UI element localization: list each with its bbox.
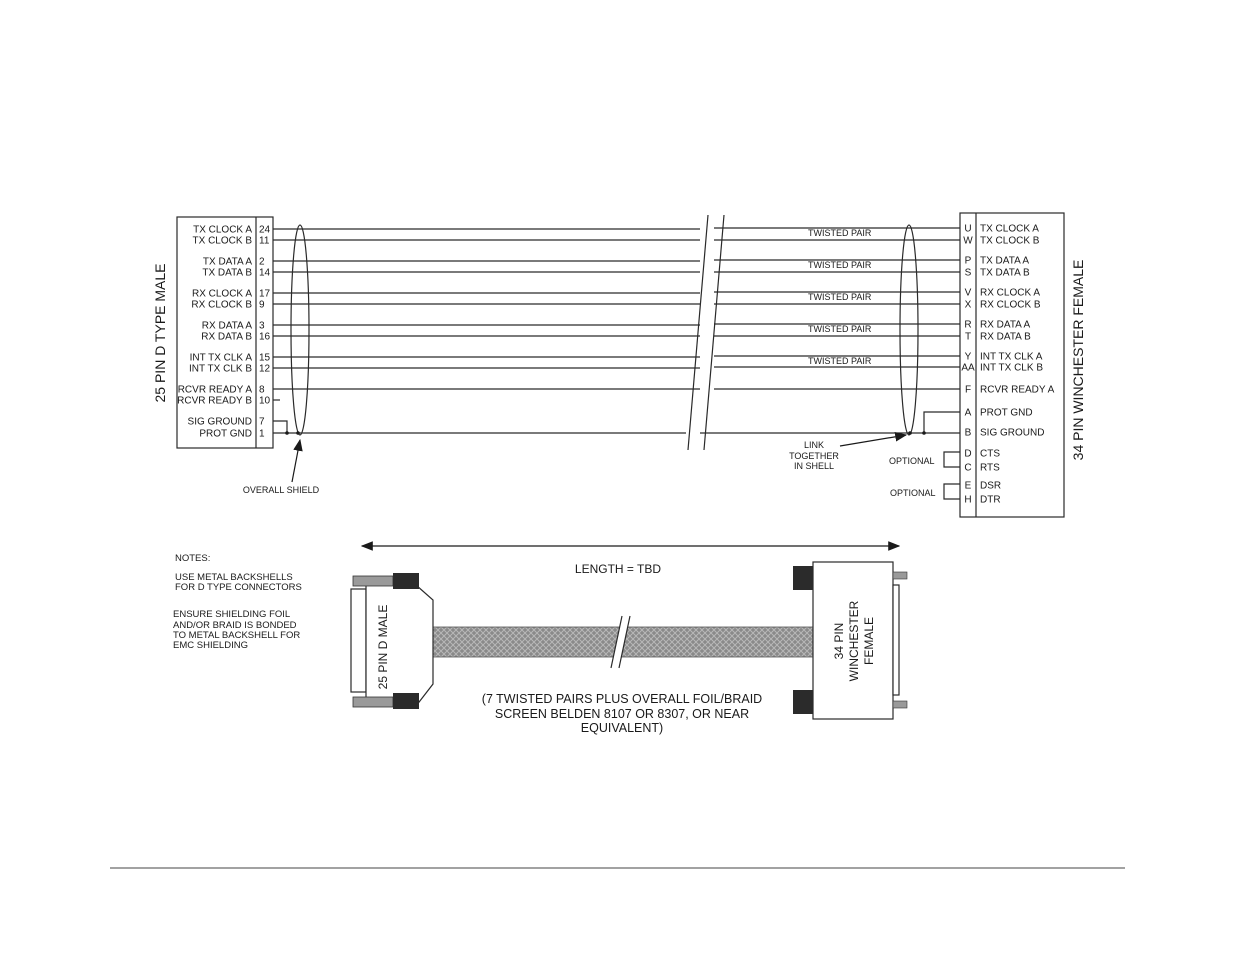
cable-spec-line-2: SCREEN BELDEN 8107 OR 8307, OR NEAR	[494, 707, 750, 721]
signal-wire	[273, 367, 960, 368]
twisted-pair-label: TWISTED PAIR	[808, 260, 872, 270]
right-pin-label: TX DATA B	[980, 267, 1030, 279]
d-plug-jackscrew-top	[393, 573, 419, 589]
left-pin-label: RX CLOCK B	[191, 299, 252, 311]
right-pin-letter: S	[964, 267, 972, 279]
left-pin-number: 7	[259, 416, 265, 428]
left-pin-label: TX DATA A	[202, 256, 252, 268]
left-pin-label: TX DATA B	[202, 267, 252, 279]
left-pin-label: INT TX CLK A	[189, 352, 252, 364]
left-pin-label: TX CLOCK A	[193, 224, 252, 236]
optional-label-1: OPTIONAL	[889, 456, 935, 466]
right-pin-letter: U	[964, 223, 972, 235]
left-pin-label: RX DATA B	[201, 331, 252, 343]
right-ground-link	[924, 412, 960, 433]
link-note-line-1: LINK	[803, 440, 825, 450]
right-pin-letter: AA	[961, 362, 975, 374]
right-pin-label: PROT GND	[980, 407, 1033, 419]
left-connector-title: 25 PIN D TYPE MALE	[152, 263, 168, 403]
d-plug-jackscrew-bottom	[393, 693, 419, 709]
notes-heading: NOTES:	[175, 553, 211, 564]
twisted-pair-label: TWISTED PAIR	[808, 356, 872, 366]
right-pin-letter: T	[964, 331, 972, 343]
right-pin-letter: R	[964, 319, 972, 331]
winchester-screw-bottom	[793, 690, 813, 714]
left-pin-number: 1	[259, 428, 265, 440]
left-pin-number: 24	[259, 224, 271, 236]
left-pin-label: PROT GND	[199, 428, 252, 440]
right-plug-label-line-2: WINCHESTER	[847, 600, 861, 682]
note-2-line-4: EMC SHIELDING	[173, 640, 248, 651]
right-pin-label: RX CLOCK A	[980, 287, 1041, 299]
left-pin-number: 16	[259, 331, 271, 343]
left-pin-label: RX CLOCK A	[191, 288, 252, 300]
left-pin-label: RX DATA A	[201, 320, 252, 332]
right-pin-letter: A	[964, 407, 972, 419]
cable-spec-line-1: (7 TWISTED PAIRS PLUS OVERALL FOIL/BRAID	[481, 692, 763, 706]
note-1-line-1: USE METAL BACKSHELLS	[175, 572, 293, 583]
link-together-arrow	[840, 435, 906, 446]
left-pin-number: 10	[259, 395, 271, 407]
left-plug-label: 25 PIN D MALE	[376, 604, 390, 690]
note-1-line-2: FOR D TYPE CONNECTORS	[175, 582, 302, 593]
right-pin-letter: P	[964, 255, 972, 267]
left-pin-number: 2	[259, 256, 265, 268]
right-pin-letter: H	[964, 494, 972, 506]
twisted-pair-label: TWISTED PAIR	[808, 292, 872, 302]
left-pin-number: 11	[259, 235, 270, 247]
right-pin-label: TX CLOCK B	[980, 235, 1040, 247]
winchester-plug-face	[893, 585, 899, 695]
left-pin-number: 15	[259, 352, 271, 364]
winchester-pin-top	[893, 572, 907, 579]
twisted-pair-label: TWISTED PAIR	[808, 228, 872, 238]
left-pin-label: SIG GROUND	[187, 416, 252, 428]
right-pin-label: DTR	[980, 494, 1001, 506]
d-plug-face	[351, 589, 366, 692]
right-plug-label-line-3: FEMALE	[862, 616, 876, 666]
optional-bracket-2	[944, 484, 960, 499]
left-pin-number: 14	[259, 267, 271, 279]
left-pin-label: RCVR READY A	[177, 384, 252, 396]
right-pin-label: CTS	[980, 448, 1000, 460]
d-plug-screw-top	[353, 576, 393, 586]
length-label: LENGTH = TBD	[574, 562, 662, 576]
right-pin-label: TX CLOCK A	[980, 223, 1039, 235]
right-plug-label-line-1: 34 PIN	[832, 622, 846, 660]
left-pin-number: 12	[259, 363, 271, 375]
optional-bracket-1	[944, 452, 960, 467]
left-pin-number: 8	[259, 384, 265, 396]
right-pin-letter: Y	[964, 351, 972, 363]
right-ground-dot	[922, 431, 926, 435]
right-pin-label: INT TX CLK B	[980, 362, 1043, 374]
left-pin-label: INT TX CLK B	[189, 363, 252, 375]
right-pin-label: RCVR READY A	[980, 384, 1055, 396]
left-shield-dot	[296, 431, 300, 435]
right-shield-dot	[908, 431, 912, 435]
note-2-line-1: ENSURE SHIELDING FOIL	[173, 609, 291, 620]
left-pin-number: 3	[259, 320, 265, 332]
right-pin-label: RTS	[980, 462, 1000, 474]
link-note-line-3: IN SHELL	[793, 461, 835, 471]
right-pin-letter: C	[964, 462, 972, 474]
twisted-pair-labels	[808, 228, 872, 366]
right-pin-letter: W	[963, 235, 973, 247]
right-pin-letter: B	[964, 427, 972, 439]
right-pin-letter: D	[964, 448, 972, 460]
right-pin-label: DSR	[980, 480, 1002, 492]
note-2-line-2: AND/OR BRAID IS BONDED	[173, 620, 297, 631]
left-pin-number: 17	[259, 288, 271, 300]
right-pin-label: RX DATA A	[980, 319, 1031, 331]
right-connector-title: 34 PIN WINCHESTER FEMALE	[1070, 259, 1086, 461]
right-pin-letter: E	[964, 480, 972, 492]
right-pin-label: INT TX CLK A	[980, 351, 1043, 363]
left-pin-label: TX CLOCK B	[192, 235, 252, 247]
d-plug-screw-bottom	[353, 697, 393, 707]
overall-shield-label: OVERALL SHIELD	[242, 485, 320, 495]
note-2-line-3: TO METAL BACKSHELL FOR	[173, 630, 301, 641]
left-shield-ellipse	[291, 225, 309, 435]
right-pin-label: RX CLOCK B	[980, 299, 1041, 311]
right-pin-letter: F	[964, 384, 972, 396]
cable-spec-line-3: EQUIVALENT)	[580, 721, 664, 735]
left-pin-number: 9	[259, 299, 265, 311]
right-shield-ellipse	[900, 225, 918, 435]
left-pin-label: RCVR READY B	[177, 395, 252, 407]
right-pin-letter: X	[964, 299, 972, 311]
twisted-pair-label: TWISTED PAIR	[808, 324, 872, 334]
right-pin-label: TX DATA A	[980, 255, 1030, 267]
winchester-screw-top	[793, 566, 813, 590]
overall-shield-arrow	[292, 440, 300, 482]
winchester-pin-bottom	[893, 701, 907, 708]
left-ground-link	[273, 421, 287, 433]
left-ground-dot	[285, 431, 289, 435]
right-pin-label: SIG GROUND	[980, 427, 1045, 439]
right-pin-label: RX DATA B	[980, 331, 1031, 343]
optional-label-2: OPTIONAL	[890, 488, 936, 498]
right-pin-letter: V	[964, 287, 972, 299]
link-note-line-2: TOGETHER	[789, 451, 839, 461]
